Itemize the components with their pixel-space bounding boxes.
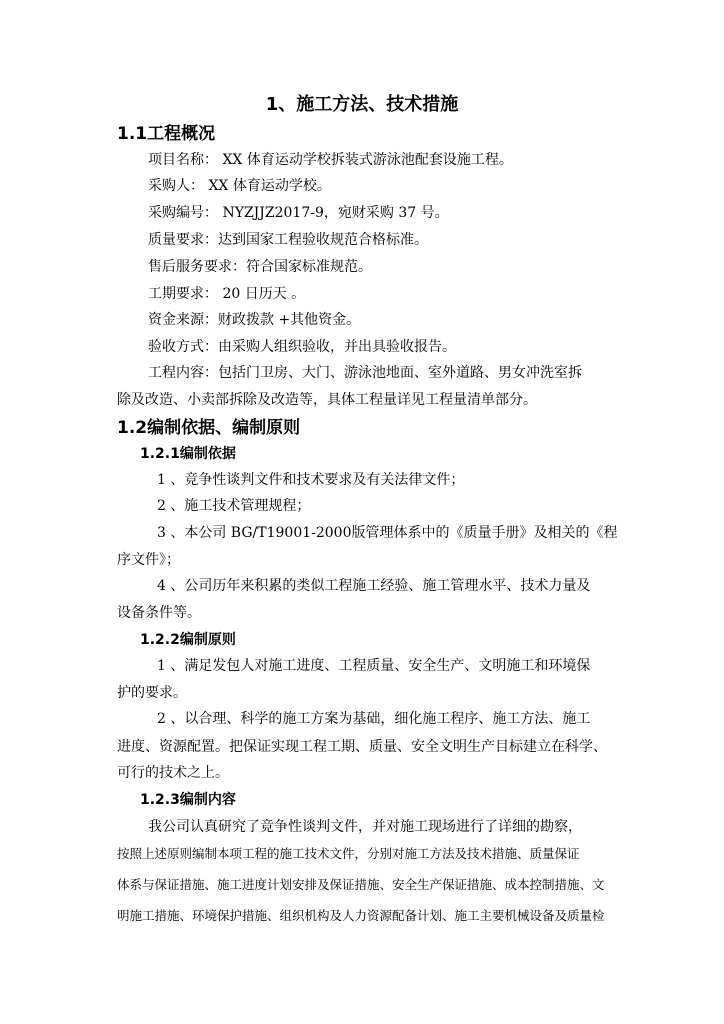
text-line: 除及改造、小卖部拆除及改造等，具体工程量详见工程量清单部分。 bbox=[117, 392, 537, 408]
text-line: 2 、施工技术管理规程； bbox=[157, 498, 311, 514]
text-line: 采购编号： NYZJJZ2017-9，宛财采购 37 号。 bbox=[148, 205, 449, 221]
text-line: 2 、以合理、科学的施工方案为基础，细化施工程序、施工方法、施工 bbox=[157, 711, 591, 727]
subsection-heading-1-2-3: 1.2.3编制内容 bbox=[140, 792, 236, 808]
subsection-heading-1-2-1: 1.2.1编制依据 bbox=[140, 446, 236, 462]
text-line: 工期要求： 20 日历天 。 bbox=[148, 286, 306, 302]
text-line: 1 、竞争性谈判文件和技术要求及有关法律文件； bbox=[157, 472, 465, 488]
text-line: 可行的技术之上。 bbox=[117, 765, 229, 781]
text-line: 设备条件等。 bbox=[117, 605, 201, 621]
text-line: 护的要求。 bbox=[117, 685, 187, 701]
text-line: 售后服务要求：符合国家标准规范。 bbox=[148, 259, 372, 275]
text-line: 序文件》； bbox=[117, 552, 180, 568]
text-line: 体系与保证措施、施工进度计划安排及保证措施、安全生产保证措施、成本控制措施、文 bbox=[117, 877, 605, 892]
text-line: 3 、本公司 BG/T19001-2000版管理体系中的《质量手册》及相关的《程 bbox=[157, 525, 618, 541]
page-title: 1、施工方法、技术措施 bbox=[265, 94, 459, 115]
text-line: 资金来源：财政拨款 +其他资金。 bbox=[148, 312, 361, 328]
text-line: 工程内容：包括门卫房、大门、游泳池地面、室外道路、男女冲洗室拆 bbox=[148, 365, 582, 381]
text-line: 质量要求：达到国家工程验收规范合格标准。 bbox=[148, 232, 428, 248]
text-line: 1 、满足发包人对施工进度、工程质量、安全生产、文明施工和环境保 bbox=[157, 658, 591, 674]
text-line: 4 、公司历年来积累的类似工程施工经验、施工管理水平、技术力量及 bbox=[157, 578, 591, 594]
text-line: 采购人： XX 体育运动学校。 bbox=[148, 178, 331, 194]
subsection-heading-1-2-2: 1.2.2编制原则 bbox=[140, 632, 236, 648]
text-line: 按照上述原则编制本项工程的施工技术文件，分别对施工方法及技术措施、质量保证 bbox=[117, 846, 580, 861]
text-line: 验收方式：由采购人组织验收，并出具验收报告。 bbox=[148, 339, 456, 355]
text-line: 我公司认真研究了竞争性谈判文件，并对施工现场进行了详细的勘察， bbox=[148, 819, 582, 835]
text-line: 明施工措施、环境保护措施、组织机构及人力资源配备计划、施工主要机械设备及质量检 bbox=[117, 908, 605, 923]
text-line: 进度、资源配置。把保证实现工程工期、质量、安全文明生产目标建立在科学、 bbox=[117, 739, 607, 755]
section-heading-1-1: 1.1工程概况 bbox=[117, 124, 216, 144]
text-line: 项目名称： XX 体育运动学校拆装式游泳池配套设施工程。 bbox=[148, 152, 513, 168]
section-heading-1-2: 1.2编制依据、编制原则 bbox=[117, 418, 301, 438]
